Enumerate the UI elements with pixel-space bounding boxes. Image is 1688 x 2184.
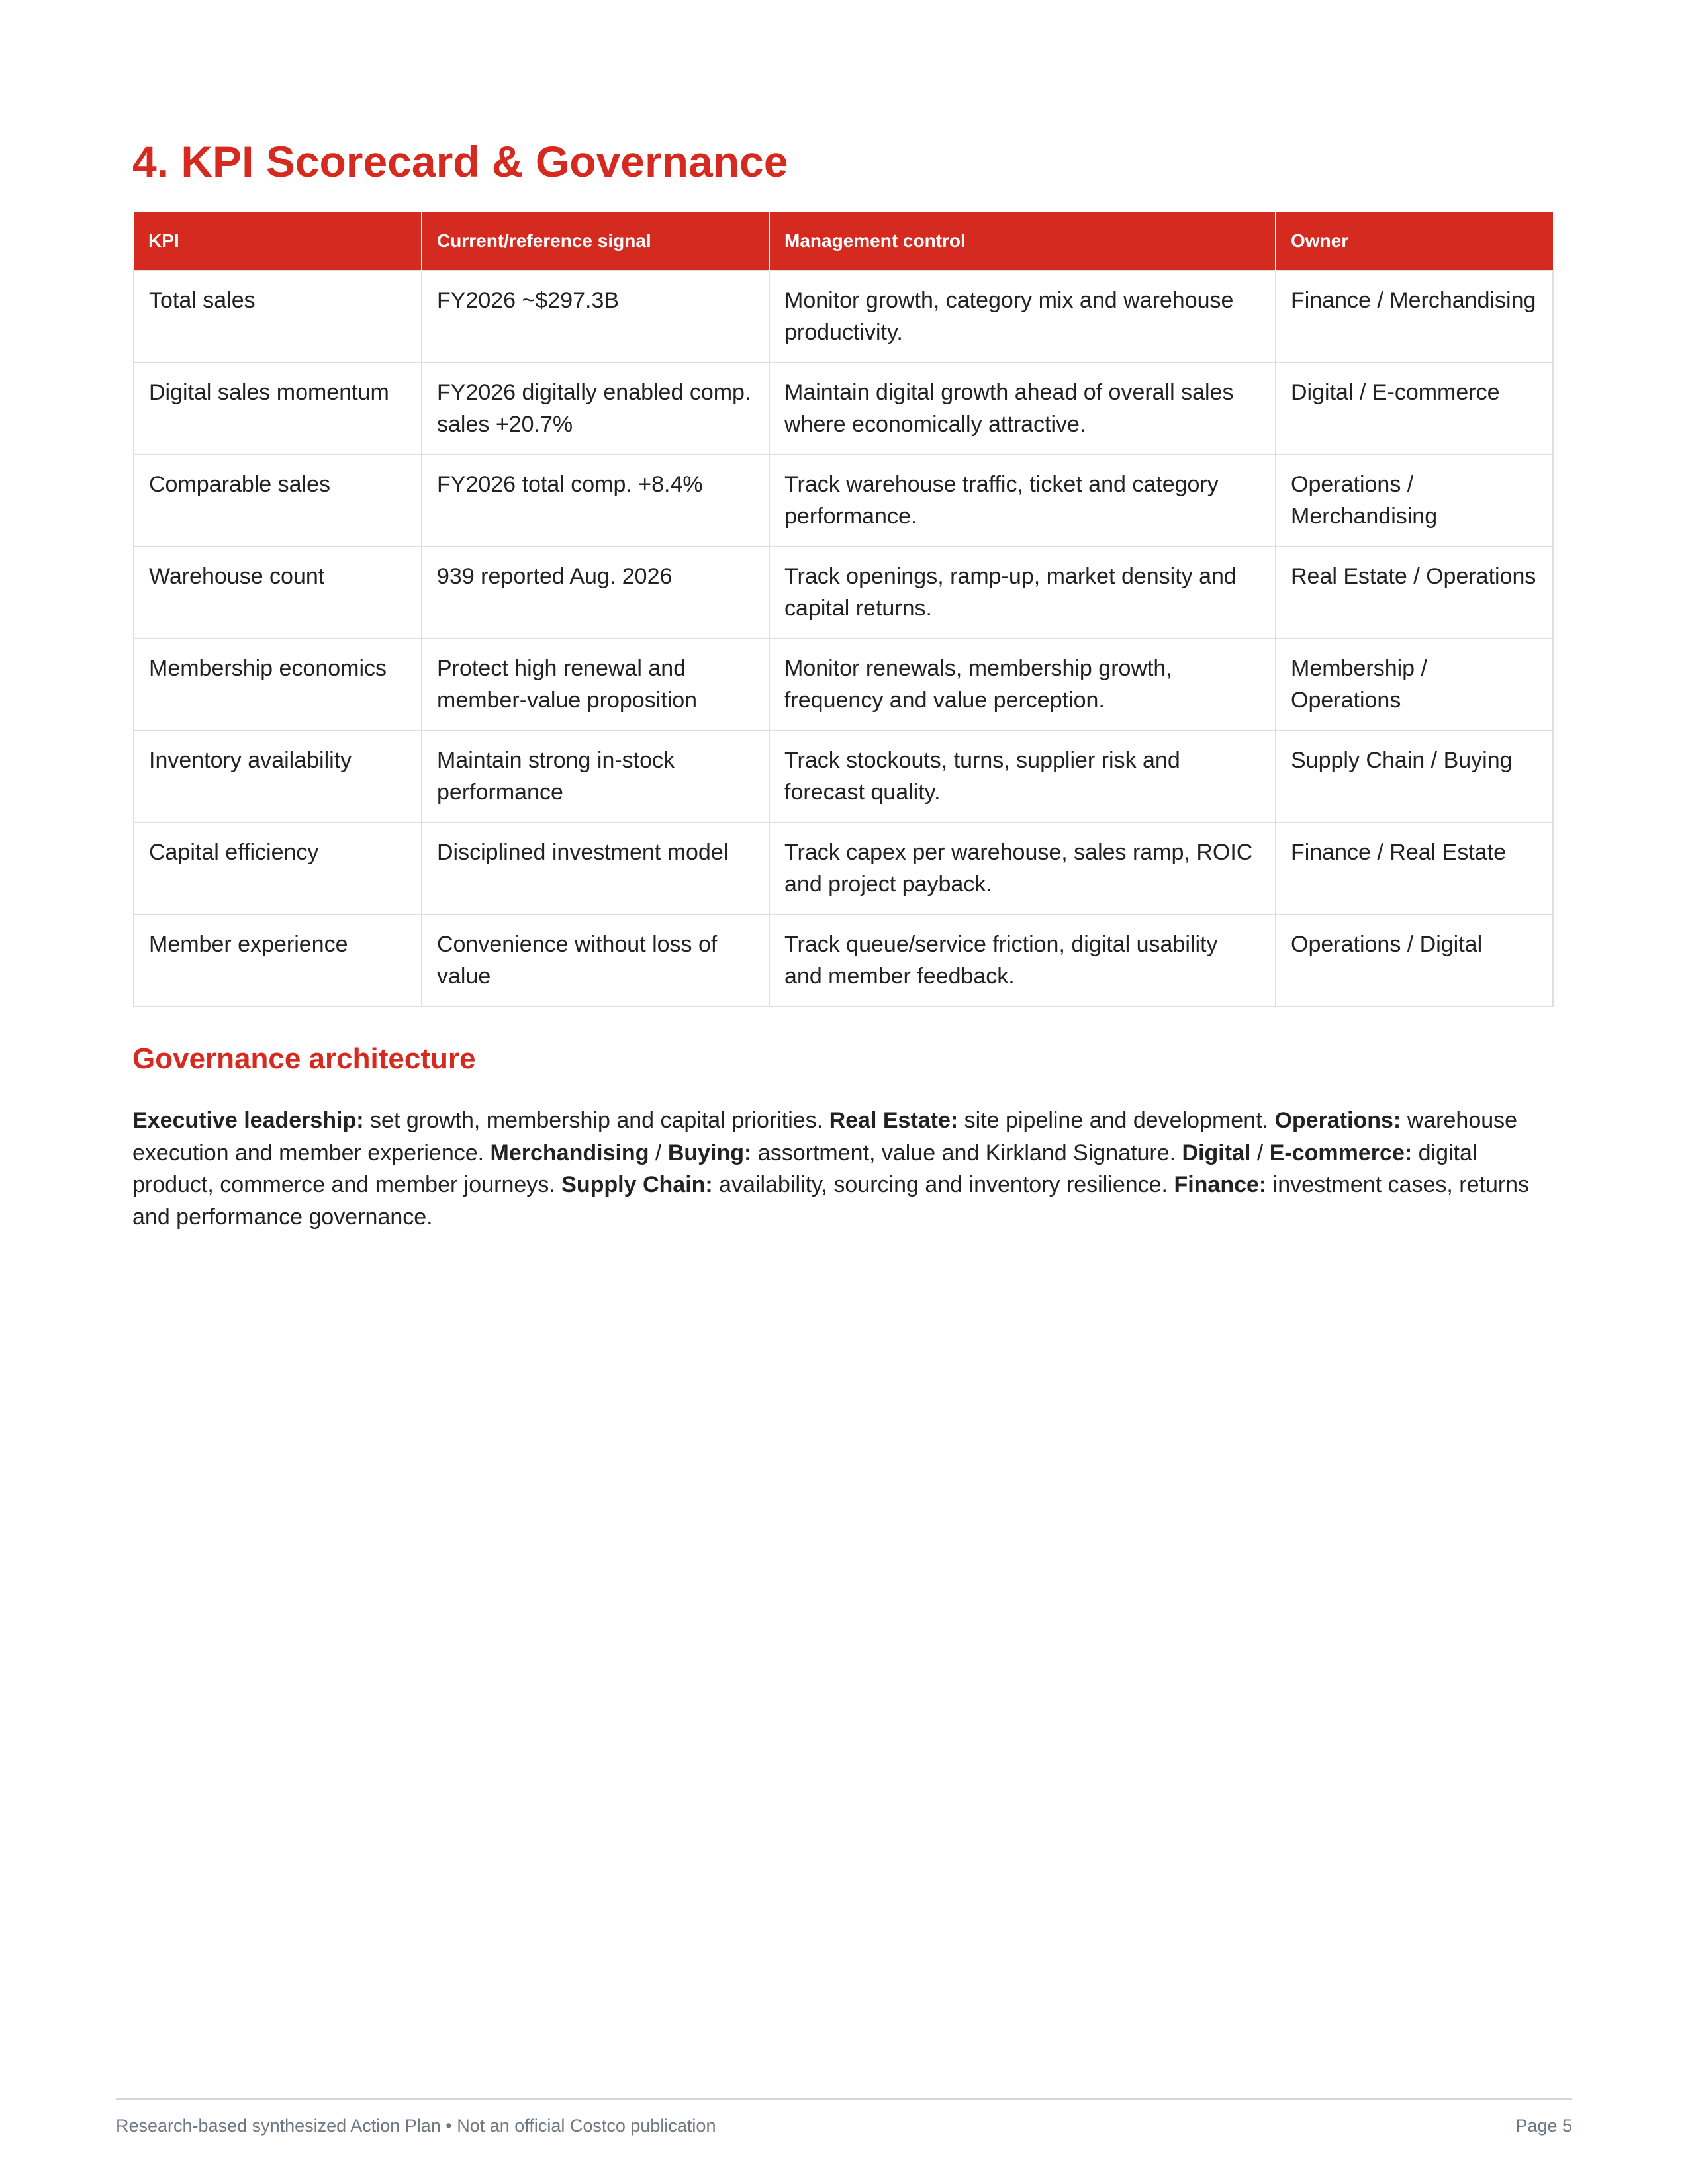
real-estate-label: Real Estate: (829, 1108, 959, 1133)
page-title: 4. KPI Scorecard & Governance (132, 137, 788, 186)
table-row (134, 915, 1553, 1007)
cell-kpi: Digital sales momentum (134, 363, 422, 455)
e-commerce-label: E-commerce: (1269, 1140, 1413, 1165)
cell-control: Track queue/service friction, digital usability and member feedback. (769, 915, 1276, 1007)
cell-kpi: Capital efficiency (134, 823, 422, 915)
table-row (134, 271, 1553, 363)
cell-owner: Operations / Digital (1276, 915, 1553, 1007)
cell-kpi: Total sales (134, 271, 422, 363)
executive-leadership-text: set growth, membership and capital priorities. (363, 1108, 829, 1133)
table-row (134, 639, 1553, 731)
cell-signal: FY2026 ~$297.3B (422, 271, 769, 363)
table-header-row (134, 212, 1553, 271)
e-commerce-text: digital product, commerce and member journeys. (132, 1140, 1477, 1197)
merchandising-label: Merchandising (490, 1140, 649, 1165)
cell-control: Maintain digital growth ahead of overall sales where economically attractive. (769, 363, 1276, 455)
cell-owner: Finance / Real Estate (1276, 823, 1553, 915)
cell-owner: Digital / E-commerce (1276, 363, 1553, 455)
kpi-scorecard-table (133, 212, 1554, 1007)
cell-owner: Real Estate / Operations (1276, 547, 1553, 639)
page-number: Page 5 (1515, 2116, 1572, 2136)
slash-separator: / (1250, 1140, 1270, 1165)
real-estate-text: site pipeline and development. (958, 1108, 1275, 1133)
footer-divider (116, 2098, 1572, 2100)
supply-chain-label: Supply Chain: (561, 1172, 713, 1197)
cell-kpi: Inventory availability (134, 731, 422, 823)
buying-text: assortment, value and Kirkland Signature. (751, 1140, 1182, 1165)
cell-kpi: Comparable sales (134, 455, 422, 547)
supply-chain-text: availability, sourcing and inventory resilience. (712, 1172, 1174, 1197)
cell-kpi: Membership economics (134, 639, 422, 731)
cell-signal: FY2026 total comp. +8.4% (422, 455, 769, 547)
buying-label: Buying: (667, 1140, 752, 1165)
operations-label: Operations: (1274, 1108, 1401, 1133)
cell-signal: Convenience without loss of value (422, 915, 769, 1007)
cell-signal: Disciplined investment model (422, 823, 769, 915)
cell-signal: Maintain strong in-stock performance (422, 731, 769, 823)
cell-control: Track openings, ramp-up, market density and capital returns. (769, 547, 1276, 639)
cell-control: Track stockouts, turns, supplier risk and forecast quality. (769, 731, 1276, 823)
cell-owner: Supply Chain / Buying (1276, 731, 1553, 823)
cell-kpi: Member experience (134, 915, 422, 1007)
cell-control: Monitor renewals, membership growth, frequency and value perception. (769, 639, 1276, 731)
table-row (134, 823, 1553, 915)
table-row (134, 547, 1553, 639)
governance-paragraph (132, 1105, 1556, 1233)
header-current-reference-signal: Current/reference signal (422, 212, 769, 271)
cell-kpi: Warehouse count (134, 547, 422, 639)
governance-heading: Governance architecture (132, 1042, 476, 1075)
finance-label: Finance: (1174, 1172, 1267, 1197)
cell-signal: Protect high renewal and member-value proposition (422, 639, 769, 731)
digital-label: Digital (1182, 1140, 1251, 1165)
cell-signal: 939 reported Aug. 2026 (422, 547, 769, 639)
cell-owner: Membership / Operations (1276, 639, 1553, 731)
table-row (134, 363, 1553, 455)
cell-signal: FY2026 digitally enabled comp. sales +20.7% (422, 363, 769, 455)
header-management-control: Management control (769, 212, 1276, 271)
slash-separator: / (649, 1140, 668, 1165)
cell-control: Track capex per warehouse, sales ramp, ROIC and project payback. (769, 823, 1276, 915)
cell-control: Track warehouse traffic, ticket and category performance. (769, 455, 1276, 547)
header-owner: Owner (1276, 212, 1553, 271)
footer-disclaimer: Research-based synthesized Action Plan • Not an official Costco publication (116, 2116, 716, 2136)
table-row (134, 455, 1553, 547)
header-kpi: KPI (134, 212, 422, 271)
finance-text: investment cases, returns and performance governance. (132, 1172, 1530, 1230)
cell-control: Monitor growth, category mix and warehouse productivity. (769, 271, 1276, 363)
table-row (134, 731, 1553, 823)
operations-text: warehouse execution and member experience. (132, 1108, 1518, 1165)
cell-owner: Finance / Merchandising (1276, 271, 1553, 363)
executive-leadership-label: Executive leadership: (132, 1108, 364, 1133)
cell-owner: Operations / Merchandising (1276, 455, 1553, 547)
